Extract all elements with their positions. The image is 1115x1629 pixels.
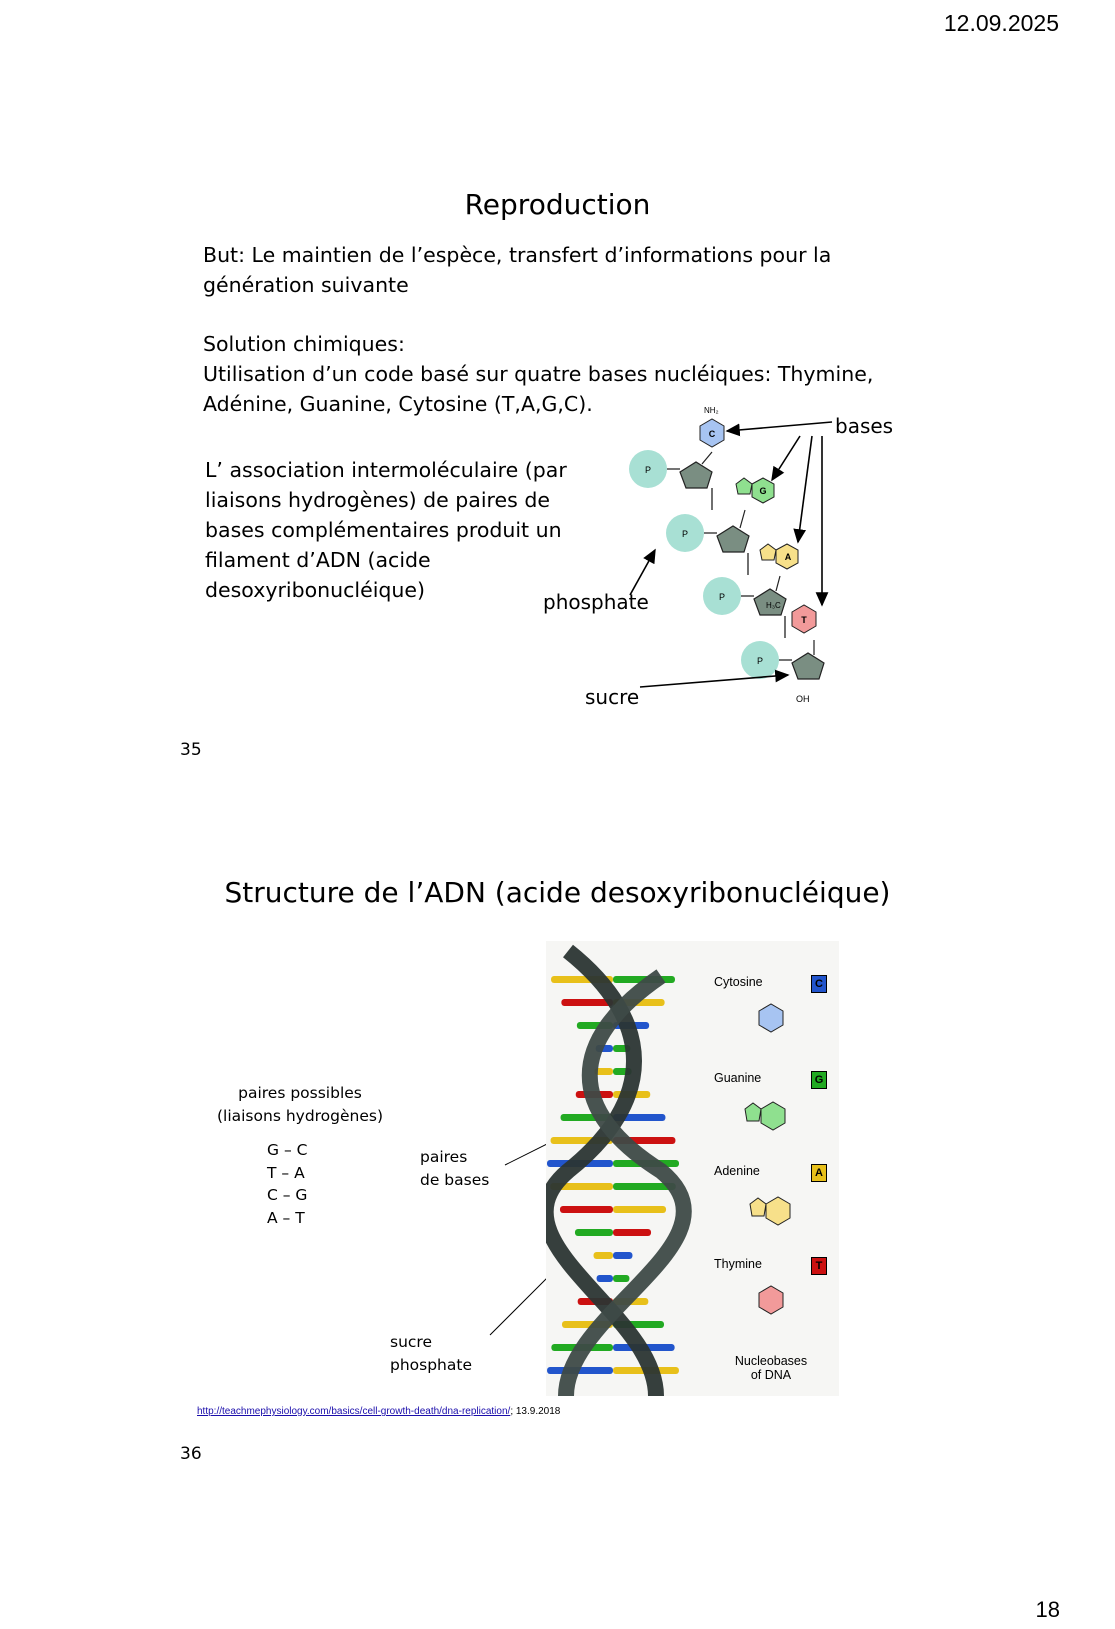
legend-cytosine-letter: C [811,975,827,993]
svg-text:P: P [756,656,764,666]
pair-item: C – G [267,1186,308,1204]
assoc-line: bases complémentaires produit un [205,518,562,542]
base-pair-rung [597,1275,613,1282]
slide2-title: Structure de l’ADN (acide desoxyribonucléique) [224,876,891,909]
assoc-line: L’ association intermoléculaire (par [205,458,567,482]
citation-date: ; 13.9.2018 [510,1406,561,1417]
label-backbone [390,1331,472,1376]
label-sucre: sucre [585,685,640,709]
slide1-title: Reproduction [464,188,651,221]
svg-text:P: P [644,465,652,475]
base-pair-rung [613,1229,651,1236]
base-pair-rung [613,1275,629,1282]
base-pair-rung [560,1206,613,1213]
dna-figure [546,941,839,1396]
base-guanine [736,478,774,503]
legend-guanine-letter: G [811,1071,827,1089]
base-pair-rung [575,1229,613,1236]
legend-thymine-letter: T [811,1257,827,1275]
base-cytosine [700,406,724,447]
label-backbone-line-1: sucre [390,1333,432,1351]
nucleobases-legend [696,941,839,1396]
svg-text:OH: OH [796,694,810,704]
page-date: 12.09.2025 [943,10,1059,36]
pair-item: A – T [267,1208,305,1227]
svg-text:A: A [784,552,792,562]
slide1-association [205,455,567,605]
cytosine-icon [751,999,791,1039]
svg-text:T: T [801,615,807,625]
guanine-icon [741,1095,801,1135]
label-backbone-line-2: phosphate [390,1355,472,1374]
phosphate-group-4 [741,641,779,679]
sugar-4 [792,653,824,679]
sugar-2 [717,526,749,552]
citation [197,1406,560,1417]
pairs-heading [210,1082,390,1127]
svg-text:P: P [681,529,689,539]
base-pair-rung [613,1206,666,1213]
svg-text:P: P [718,592,726,602]
solution-line-1: Utilisation d’un code basé sur quatre bases nucléiques: Thymine, [203,362,874,386]
label-base-pairs-line-2: de bases [420,1170,490,1189]
solution-heading: Solution chimiques: [203,332,405,356]
label-phosphate: phosphate [543,590,649,614]
phosphate-group-2 [666,514,704,552]
solution-line-2: Adénine, Guanine, Cytosine (T,A,G,C). [203,392,593,416]
assoc-line: filament d’ADN (acide [205,548,431,572]
sugar-1 [680,462,712,488]
pair-item: G – C [267,1141,308,1159]
slide2-number: 36 [180,1444,202,1464]
svg-text:H₃C: H₃C [766,601,781,610]
slide1-number: 35 [180,740,202,760]
caption-line-1: Nucleobases [734,1354,808,1368]
base-pair-rung [594,1252,613,1259]
pairs-heading-line-1: paires possibles [238,1084,362,1102]
svg-text:G: G [759,486,767,496]
svg-text:C: C [708,429,716,439]
label-bases: bases [835,414,894,438]
assoc-line: liaisons hydrogènes) de paires de [205,488,550,512]
legend-guanine-name: Guanine [714,1071,762,1085]
dna-strand-diagram [600,400,900,710]
legend-thymine-name: Thymine [714,1257,762,1271]
pair-item: T – A [267,1163,305,1182]
pairs-heading-line-2: (liaisons hydrogènes) [216,1106,384,1125]
phosphate-group-3 [703,577,741,615]
svg-text:NH₂: NH₂ [704,406,719,415]
assoc-line: desoxyribonucléique) [205,578,426,602]
base-thymine [766,601,816,633]
caption-line-2: of DNA [750,1368,792,1382]
double-helix [546,941,696,1396]
legend-adenine-letter: A [811,1164,827,1182]
page-number: 18 [1035,1597,1060,1622]
base-adenine [760,544,798,569]
thymine-icon [751,1281,791,1321]
possible-pairs-list [267,1139,307,1229]
label-base-pairs-line-1: paires [420,1148,468,1166]
legend-adenine-name: Adenine [714,1164,760,1178]
label-base-pairs [420,1146,489,1191]
legend-cytosine-name: Cytosine [714,975,763,989]
adenine-icon [746,1186,806,1231]
citation-link[interactable]: http://teachmephysiology.com/basics/cell-growth-death/dna-replication/ [197,1406,511,1417]
phosphate-group-1 [629,450,667,488]
goal-line-2: génération suivante [203,273,409,297]
nucleobases-caption [716,1354,826,1382]
goal-line-1: But: Le maintien de l’espèce, transfert d’informations pour la [203,243,832,267]
base-pair-rung [613,1252,632,1259]
slide1-goal [203,240,831,300]
